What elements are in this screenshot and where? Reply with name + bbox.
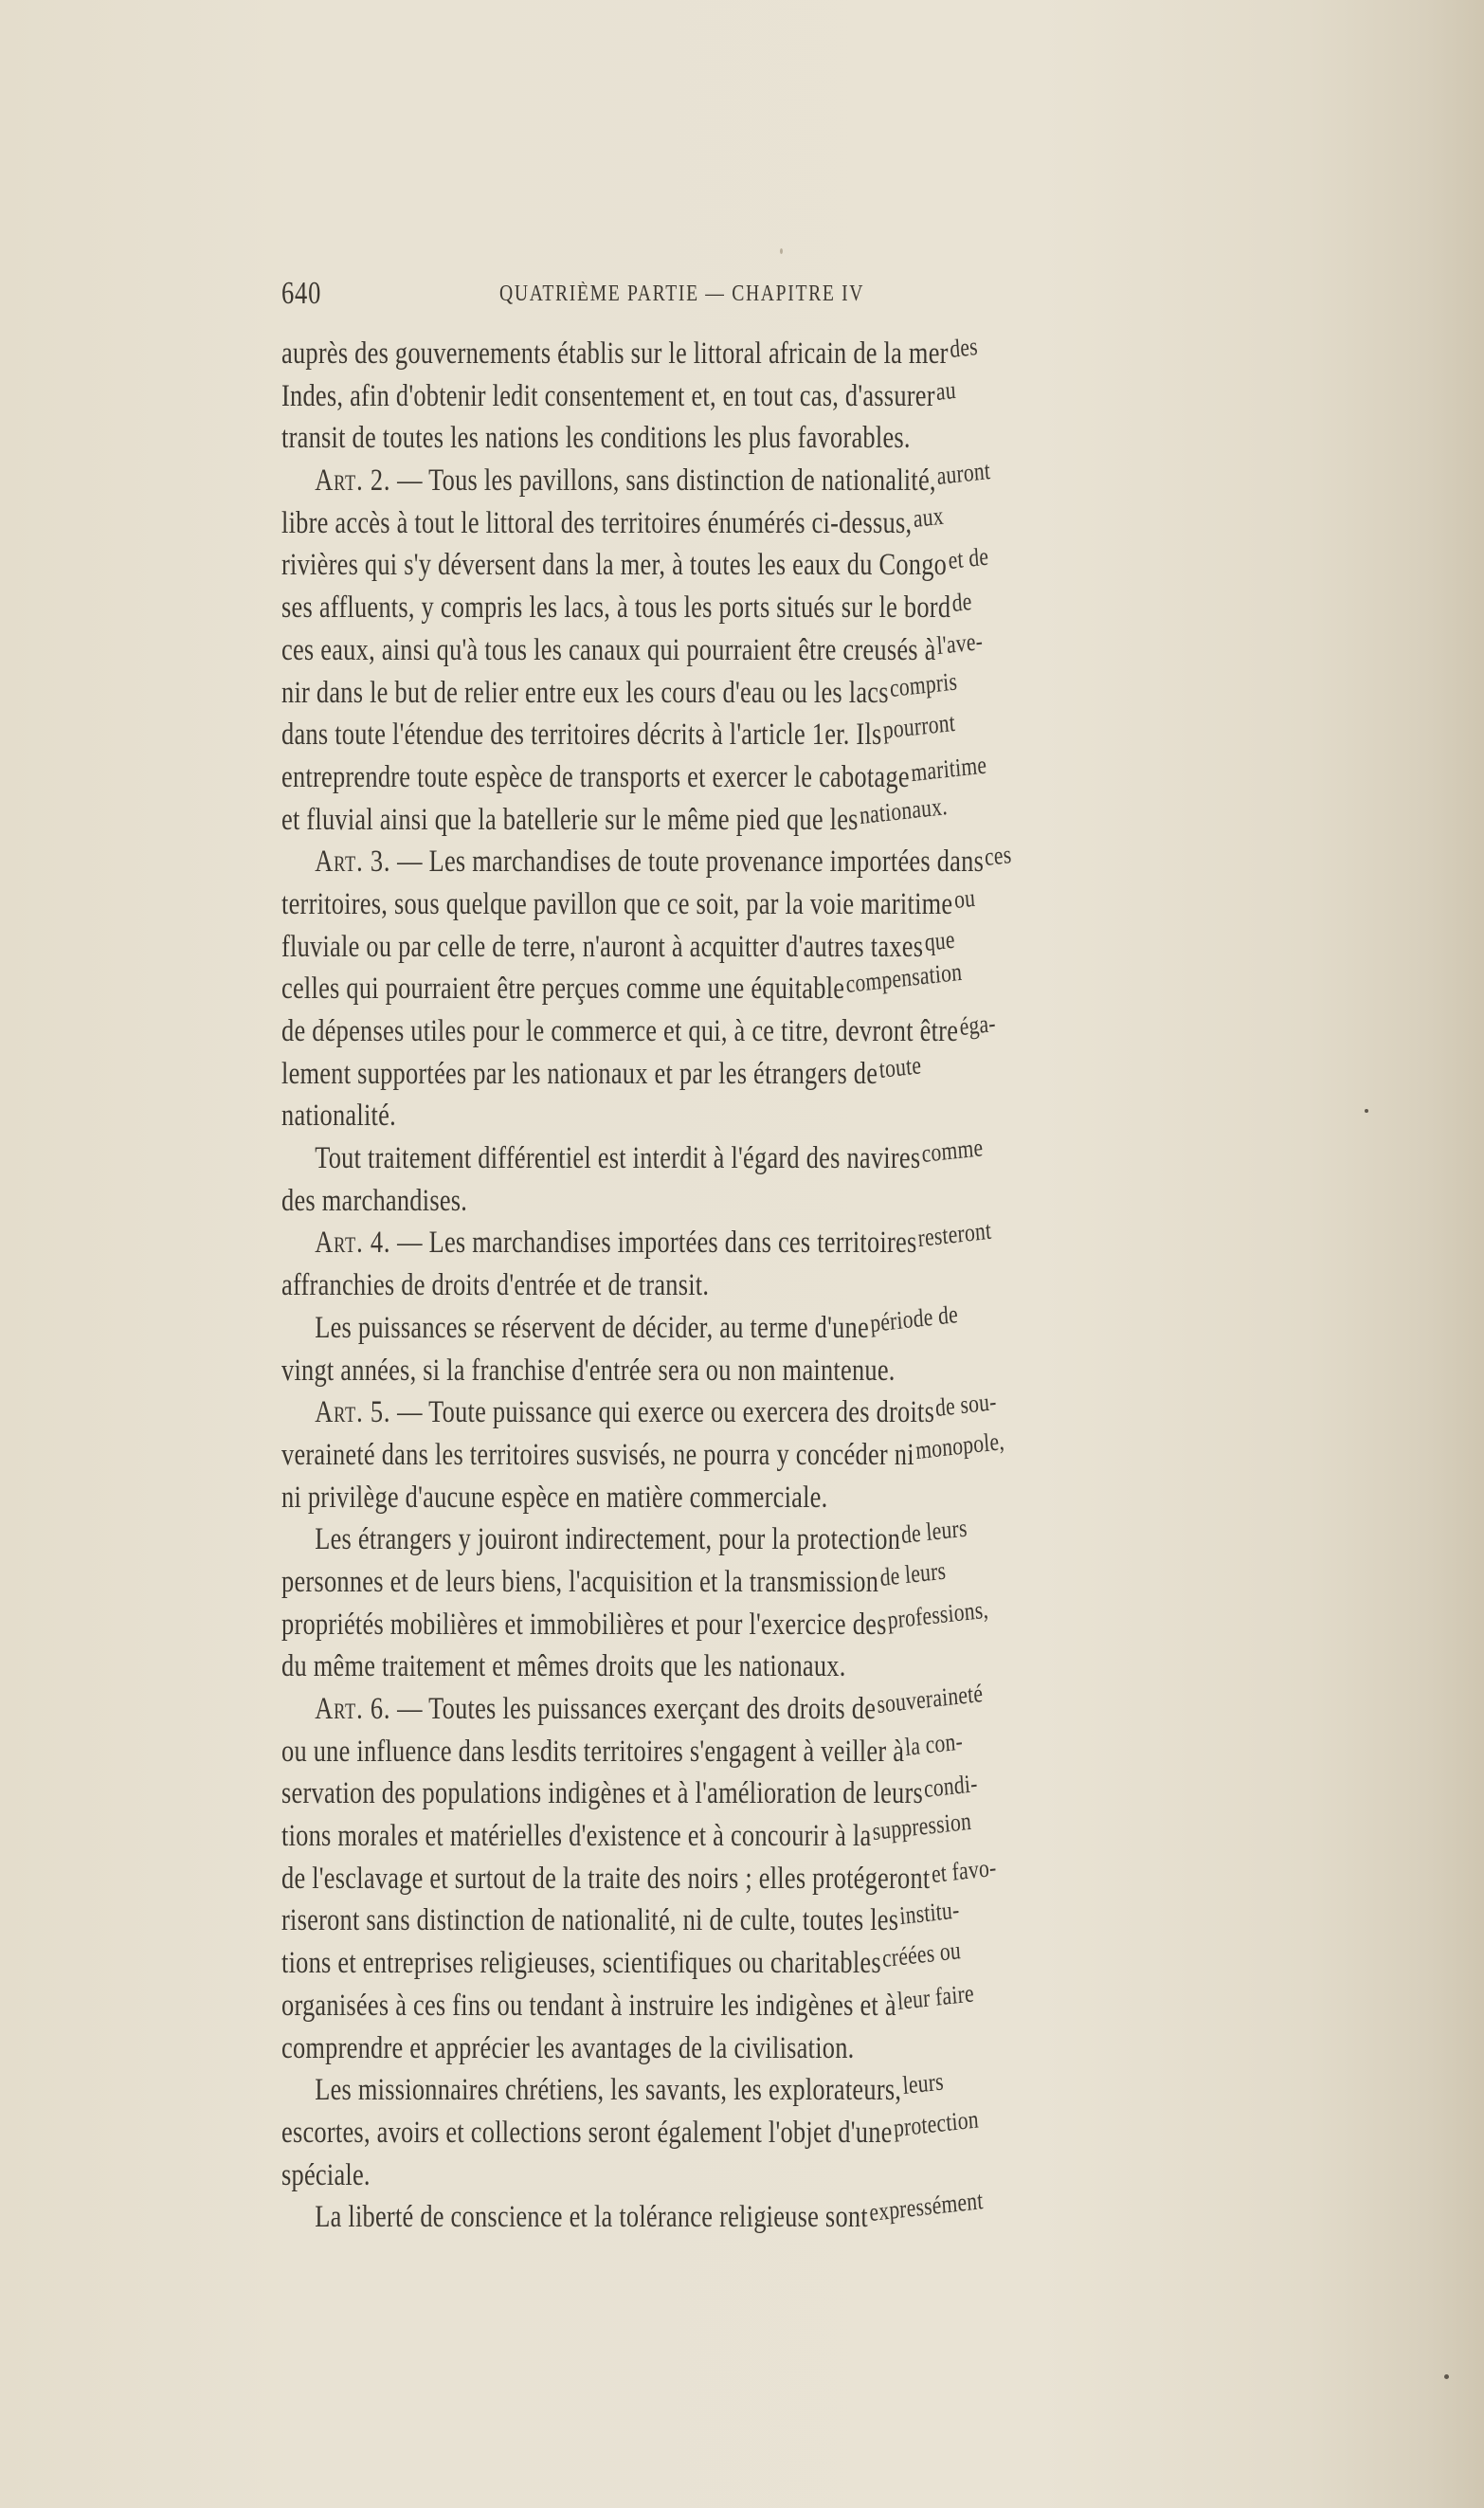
text-line (281, 333, 1176, 375)
text-line (281, 502, 1176, 545)
line-text: veraineté dans les territoires susvisés, ne pourra y concéder ni (281, 1437, 914, 1472)
line-text: du même traitement et mêmes droits que les nationaux. (281, 1649, 846, 1684)
line-text: affranchies de droits d'entrée et de transit. (281, 1268, 710, 1303)
text-line (281, 1299, 1176, 1350)
curved-line-end: ces (984, 840, 1013, 872)
curved-line-end: nationaux. (858, 791, 949, 829)
text-line (281, 841, 1176, 883)
text-line (281, 1555, 1176, 1604)
line-text: Tout traitement différentiel est interdit à l'égard des navires (315, 1141, 921, 1176)
text-line (281, 1852, 1176, 1900)
curved-line-end: leur faire (896, 1978, 975, 2015)
line-text: dans toute l'étendue des territoires décrits à l'article 1er. Ils (281, 718, 882, 753)
line-text: nationalité. (281, 1099, 396, 1134)
line-text: tions et entreprises religieuses, scientifiques ou charitables (281, 1946, 881, 1981)
text-line (281, 1387, 1176, 1434)
line-text: — Tous les pavillons, sans distinction de nationalité, (390, 463, 936, 499)
curved-line-end: au (934, 374, 957, 406)
curved-line-end: et de (947, 541, 989, 575)
running-head: QUATRIÈME PARTIE — CHAPITRE IV (499, 282, 865, 306)
text-line (281, 1426, 1176, 1477)
text-line (281, 2104, 1176, 2154)
curved-line-end: créées ou (881, 1936, 962, 1973)
line-text: servation des populations indigènes et à l'amélioration de leurs (281, 1776, 924, 1811)
text-line (281, 1513, 1176, 1561)
ink-speck (1365, 1109, 1368, 1113)
text-line (281, 750, 1176, 799)
text-line (281, 1895, 1176, 1942)
line-text: de l'esclavage et surtout de la traite des noirs ; elles protégeront (281, 1861, 931, 1896)
curved-line-end: suppression (871, 1806, 972, 1846)
line-text: auprès des gouvernements établis sur le littoral africain de la mer (281, 336, 949, 371)
line-text: — Toute puissance qui exerce ou exercera des droits (390, 1395, 935, 1430)
curved-line-end: que (923, 924, 956, 956)
text-line (281, 1477, 1176, 1519)
line-text: transit de toutes les nations les conditions les plus favorables. (281, 421, 911, 456)
curved-line-end: éga- (958, 1009, 997, 1042)
curved-line-end: de sou- (934, 1387, 998, 1423)
text-line (281, 1216, 1176, 1264)
line-text: de dépenses utiles pour le commerce et qui, à ce titre, devront être (281, 1014, 959, 1048)
line-text: Indes, afin d'obtenir ledit consentement et, en tout cas, d'assurer (281, 378, 935, 413)
article-number: Art. 2. (315, 463, 391, 499)
curved-line-end: compris (888, 665, 959, 702)
curved-line-end: comme (920, 1133, 985, 1169)
line-text: Les puissances se réservent de décider, au terme d'une (315, 1310, 869, 1345)
line-text: et fluvial ainsi que la batellerie sur le même pied que les (281, 802, 859, 837)
line-text: celles qui pourraient être perçues comme une équitable (281, 972, 845, 1007)
text-line (281, 2186, 1176, 2239)
line-text: ni privilège d'aucune espèce en matière commerciale. (281, 1480, 828, 1515)
line-text: — Toutes les puissances exerçant des droits de (390, 1692, 877, 1726)
line-text: des marchandises. (281, 1183, 468, 1218)
curved-line-end: expressément (868, 2186, 985, 2227)
line-text: riseront sans distinction de nationalité, ni de culte, toutes les (281, 1903, 899, 1938)
line-text: organisées à ces fins ou tendant à instruire les indigènes et à (281, 1988, 896, 2023)
line-text: vingt années, si la franchise d'entrée sera ou non maintenue. (281, 1353, 896, 1388)
curved-line-end: compensation (844, 957, 963, 999)
text-line (281, 2154, 1176, 2197)
text-line (281, 665, 1176, 715)
curved-line-end: de leurs (900, 1513, 968, 1550)
text-line (281, 926, 1176, 969)
article-number: Art. 6. (315, 1692, 391, 1726)
text-line (281, 1769, 1176, 1815)
text-line (281, 1594, 1176, 1646)
curved-line-end: maritime (909, 750, 987, 787)
text-line (281, 1726, 1176, 1773)
text-line (281, 1936, 1176, 1985)
curved-line-end: et favo- (930, 1852, 997, 1888)
text-line (281, 1806, 1176, 1858)
text-line (281, 2066, 1176, 2112)
page-header (281, 276, 1324, 314)
curved-line-end: monopole, (914, 1426, 1005, 1464)
curved-line-end: pourront (881, 708, 956, 745)
line-text: ou une influence dans lesdits territoires s'engagent à veiller à (281, 1734, 905, 1769)
text-line (281, 708, 1176, 756)
line-text: rivières qui s'y déversent dans la mer, à toutes les eaux du Congo (281, 548, 948, 583)
curved-line-end: resteront (916, 1216, 993, 1253)
text-line (281, 456, 1176, 502)
curved-line-end: toute (878, 1050, 922, 1083)
line-text: fluviale ou par celle de terre, n'auront à acquitter d'autres taxes (281, 929, 924, 964)
page-number: 640 (281, 276, 322, 311)
text-line (281, 1010, 1176, 1053)
line-text: libre accès à tout le littoral des territoires énumérés ci-dessus, (281, 505, 913, 540)
line-text: propriétés mobilières et immobilières et pour l'exercice des (281, 1607, 887, 1642)
text-line (281, 791, 1176, 842)
paper-mark (780, 248, 783, 254)
line-text: personnes et de leurs biens, l'acquisition et la transmission (281, 1564, 879, 1599)
curved-line-end: protection (892, 2104, 980, 2142)
line-text: tions morales et matérielles d'existence et à concourir à la (281, 1819, 872, 1854)
curved-line-end: la con- (904, 1726, 965, 1761)
text-line (281, 957, 1176, 1010)
text-line (281, 541, 1176, 587)
curved-line-end: l'ave- (935, 626, 985, 660)
curved-line-end: professions, (886, 1594, 990, 1634)
text-line (281, 1678, 1176, 1731)
line-text: entreprendre toute espèce de transports et exercer le cabotage (281, 759, 910, 794)
curved-line-end: souveraineté (876, 1678, 985, 1719)
curved-line-end: condi- (923, 1769, 979, 1804)
curved-line-end: institu- (898, 1895, 961, 1931)
curved-line-end: période de (869, 1299, 959, 1337)
text-line (281, 587, 1176, 629)
text-line (281, 417, 1176, 460)
line-text: Les missionnaires chrétiens, les savants, les explorateurs, (315, 2073, 902, 2108)
line-text: ces eaux, ainsi qu'à tous les canaux qui pourraient être creusés à (281, 632, 936, 667)
article-number: Art. 5. (315, 1395, 391, 1430)
curved-line-end: de leurs (878, 1555, 947, 1591)
curved-line-end: aux (912, 500, 945, 533)
line-text: territoires, sous quelque pavillon que ce soit, par la voie maritime (281, 886, 953, 921)
curved-line-end: ou (952, 882, 976, 914)
line-text: lement supportées par les nationaux et par les étrangers de (281, 1056, 878, 1091)
text-line (281, 1978, 1176, 2027)
text-line (281, 626, 1176, 672)
body-text (281, 333, 1400, 2239)
text-line (281, 1180, 1176, 1223)
line-text: Les étrangers y jouiront indirectement, pour la protection (315, 1522, 901, 1557)
curved-line-end: des (948, 331, 979, 364)
line-text: — Les marchandises importées dans ces territoires (390, 1226, 917, 1261)
curved-line-end: auront (935, 456, 992, 491)
line-text: spéciale. (281, 2157, 371, 2192)
ink-speck (1444, 2374, 1449, 2379)
curved-line-end: leurs (901, 2066, 945, 2100)
text-line (281, 1264, 1176, 1307)
line-text: escortes, avoirs et collections seront également l'objet d'une (281, 2115, 893, 2150)
text-line (281, 2027, 1176, 2070)
text-line (281, 375, 1176, 418)
line-text: — Les marchandises de toute provenance importées dans (390, 845, 985, 880)
text-line (281, 1133, 1176, 1180)
line-text: La liberté de conscience et la tolérance religieuse sont (315, 2200, 868, 2235)
text-line (281, 1645, 1176, 1688)
line-text: nir dans le but de relier entre eux les cours d'eau ou les lacs (281, 675, 889, 710)
article-number: Art. 3. (315, 845, 391, 880)
text-line (281, 883, 1176, 926)
text-line (281, 1095, 1176, 1137)
text-line (281, 1350, 1176, 1392)
line-text: ses affluents, y compris les lacs, à tous les ports situés sur le bord (281, 591, 951, 626)
line-text: comprendre et apprécier les avantages de la civilisation. (281, 2030, 855, 2065)
article-number: Art. 4. (315, 1226, 391, 1261)
curved-line-end: de (950, 587, 973, 618)
text-line (281, 1050, 1176, 1096)
